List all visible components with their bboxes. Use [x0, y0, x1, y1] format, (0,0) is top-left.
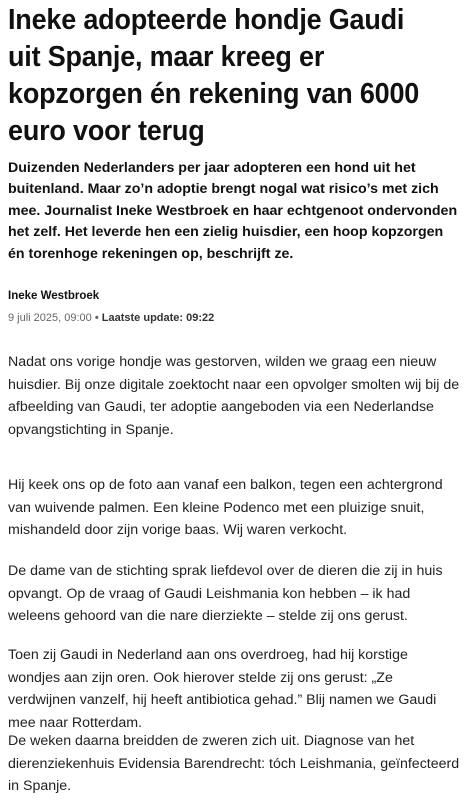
body-paragraph-1: Nadat ons vorige hondje was gestorven, wilden we graag een nieuw huisdier. Bij onze digitale zoektocht naar een opvolger smolten wij bij de afbeelding van Gaudi, ter adoptie aangeboden via een Nederlandse opvangstichting in Spanje.	[8, 354, 460, 438]
article-headline: Ineke adopteerde hondje Gaudi uit Spanje, maar kreeg er kopzorgen én rekening van 6000 euro voor terug	[8, 4, 420, 147]
body-paragraph-3: De dame van de stichting sprak liefdevol over de dieren die zij in huis opvangt. Op de vraag of Gaudi Leishmania kon hebben – ik had weleens gehoord van die nare dierziekte – stelde zij ons gerust.	[8, 563, 443, 624]
body-paragraph-2: Hij keek ons op de foto aan vanaf een balkon, tegen een achtergrond van wuivende palmen. Een kleine Podenco met een pluizige snuit, mishandeld door zijn vorige baas. Wij waren verkocht.	[8, 477, 443, 538]
author-name[interactable]: Ineke Westbroek	[8, 290, 100, 302]
publish-date: 9 juli 2025, 09:00	[8, 312, 92, 324]
body-paragraph-5: De weken daarna breidden de zweren zich uit. Diagnose van het dierenziekenhuis Evidensia Barendrecht: tóch Leishmania, geïnfecteerd in Spanje.	[8, 733, 460, 794]
article-lead: Duizenden Nederlanders per jaar adopteren een hond uit het buitenland. Maar zo’n adoptie brengt nogal wat risico’s met zich mee. Journalist Ineke Westbroek en haar echtgenoot ondervonden het zelf. Het leverde hen een zielig huisdier, een hoop kopzorgen én torenhoge rekeningen op, beschrijft ze.	[8, 160, 458, 262]
publication-meta	[8, 311, 214, 325]
update-time: 09:22	[186, 312, 215, 324]
update-label: Laatste update:	[101, 312, 184, 324]
meta-separator: •	[94, 312, 99, 324]
body-paragraph-4: Toen zij Gaudi in Nederland aan ons overdroeg, had hij korstige wondjes aan zijn oren. Ook hierover stelde zij ons gerust: „Ze verdwijnen vanzelf, hij heeft antibiotica gehad.” Blij namen we Gaudi mee naar Rotterdam.	[8, 647, 437, 731]
